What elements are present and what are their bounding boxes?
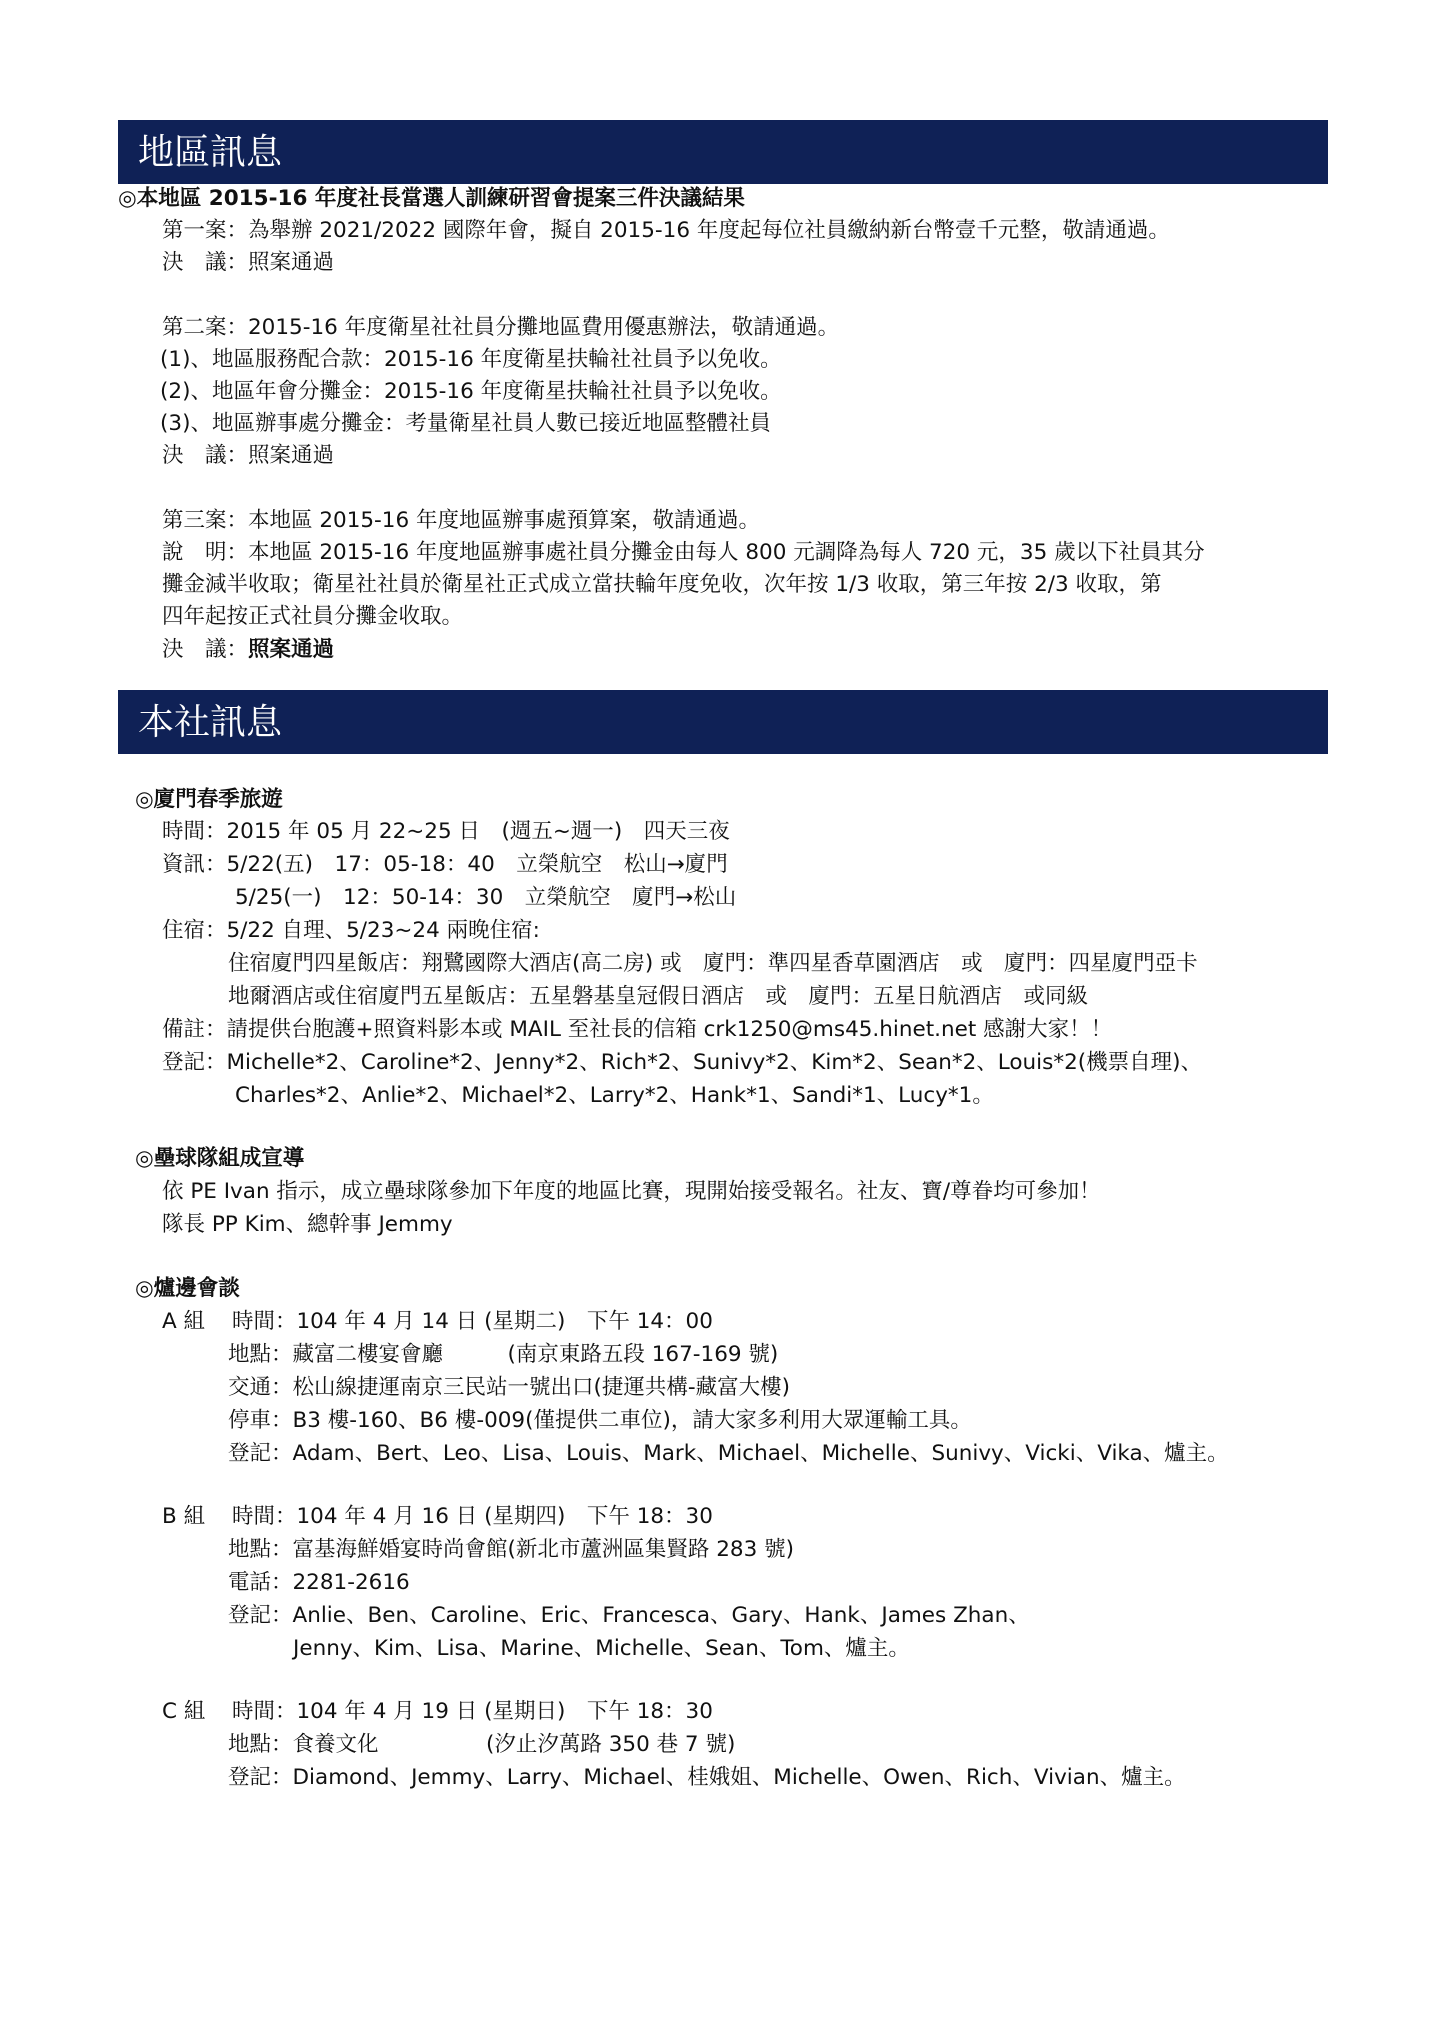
trip-hotel-2: 地爾酒店或住宿廈門五星飯店：五星磐基皇冠假日酒店 或 廈門：五星日航酒店 或同級 [228,984,1089,1009]
group-b-register-2: Jenny、Kim、Lisa、Marine、Michelle、Sean、Tom、爐主。 [293,1636,910,1661]
trip-title: ◎廈門春季旅遊 [135,787,283,812]
group-b-phone: 電話：2281-2616 [228,1570,410,1595]
trip-register-2: Charles*2、Anlie*2、Michael*2、Larry*2、Hank*1、Sandi*1、Lucy*1。 [235,1083,994,1108]
trip-flight-1: 資訊：5/22(五) 17：05-18：40 立榮航空 松山→廈門 [162,852,728,877]
case1-resolution: 決 議：照案通過 [162,250,335,275]
case2-item-2: (2)、地區年會分攤金：2015-16 年度衛星扶輪社社員予以免收。 [160,379,782,404]
softball-title: ◎壘球隊組成宣導 [135,1146,305,1171]
case3-explanation-1: 說 明：本地區 2015-16 年度地區辦事處社員分攤金由每人 800 元調降為每人 720 元，35 歲以下社員其分 [162,540,1205,565]
group-b-time: 時間：104 年 4 月 16 日 (星期四) 下午 18：30 [232,1504,713,1529]
group-b-label: B 組 [162,1504,206,1529]
trip-note: 備註：請提供台胞護+照資料影本或 MAIL 至社長的信箱 crk1250@ms45.hinet.net 感謝大家！！ [162,1017,1113,1042]
club-heading: 本社訊息 [118,690,1328,754]
group-a-register: 登記：Adam、Bert、Leo、Lisa、Louis、Mark、Michael、Michelle、Sunivy、Vicki、Vika、爐主。 [228,1441,1229,1466]
group-c-time: 時間：104 年 4 月 19 日 (星期日) 下午 18：30 [232,1699,713,1724]
case2-proposal: 第二案：2015-16 年度衛星社社員分攤地區費用優惠辦法，敬請通過。 [162,315,840,340]
case3-proposal: 第三案：本地區 2015-16 年度地區辦事處預算案，敬請通過。 [162,508,761,533]
group-a-parking: 停車：B3 樓-160、B6 樓-009(僅提供二車位)，請大家多利用大眾運輸工具。 [228,1408,972,1433]
trip-hotel-1: 住宿廈門四星飯店：翔鷺國際大酒店(高二房) 或 廈門：準四星香草園酒店 或 廈門：四星廈門亞卡 [228,951,1198,976]
district-subheading: ◎本地區 2015-16 年度社長當選人訓練研習會提案三件決議結果 [118,186,745,211]
group-a-transport: 交通：松山線捷運南京三民站一號出口(捷運共構-藏富大樓) [228,1375,791,1400]
case3-resolution [162,636,334,664]
group-a-time: 時間：104 年 4 月 14 日 (星期二) 下午 14：00 [232,1309,713,1334]
case2-item-1: (1)、地區服務配合款：2015-16 年度衛星扶輪社社員予以免收。 [160,347,782,372]
group-c-label: C 組 [162,1699,206,1724]
district-heading: 地區訊息 [118,120,1328,184]
case3-resolution-label: 決 議： [162,637,249,662]
trip-stay: 住宿：5/22 自理、5/23~24 兩晚住宿: [162,918,540,943]
case3-explanation-3: 四年起按正式社員分攤金收取。 [162,604,464,629]
group-a-label: A 組 [162,1309,206,1334]
case3-explanation-2: 攤金減半收取；衛星社社員於衛星社正式成立當扶輪年度免收，次年按 1/3 收取，第三年按 2/3 收取，第 [162,572,1162,597]
group-b-register-1: 登記：Anlie、Ben、Caroline、Eric、Francesca、Gary、Hank、James Zhan、 [228,1603,1030,1628]
softball-line-2: 隊長 PP Kim、總幹事 Jemmy [162,1212,453,1237]
group-a-place: 地點：藏富二樓宴會廳 (南京東路五段 167-169 號) [228,1342,779,1367]
group-c-place: 地點：食養文化 (汐止汐萬路 350 巷 7 號) [228,1732,736,1757]
group-c-register: 登記：Diamond、Jemmy、Larry、Michael、桂娥姐、Michelle、Owen、Rich、Vivian、爐主。 [228,1765,1186,1790]
trip-time: 時間：2015 年 05 月 22~25 日 (週五~週一) 四天三夜 [162,819,730,844]
case1-proposal: 第一案：為舉辦 2021/2022 國際年會，擬自 2015-16 年度起每位社員繳納新台幣壹千元整，敬請通過。 [162,218,1170,243]
fireside-title: ◎爐邊會談 [135,1276,240,1301]
group-b-place: 地點：富基海鮮婚宴時尚會館(新北市蘆洲區集賢路 283 號) [228,1537,794,1562]
trip-register-1: 登記：Michelle*2、Caroline*2、Jenny*2、Rich*2、Sunivy*2、Kim*2、Sean*2、Louis*2(機票自理)、 [162,1050,1203,1075]
case2-resolution: 決 議：照案通過 [162,443,335,468]
case3-resolution-value: 照案通過 [248,637,335,662]
case2-item-3: (3)、地區辦事處分攤金：考量衛星社員人數已接近地區整體社員 [160,411,771,436]
trip-flight-2: 5/25(一) 12：50-14：30 立榮航空 廈門→松山 [235,885,737,910]
softball-line-1: 依 PE Ivan 指示，成立壘球隊參加下年度的地區比賽，現開始接受報名。社友、寶/尊眷均可參加！ [162,1179,1101,1204]
